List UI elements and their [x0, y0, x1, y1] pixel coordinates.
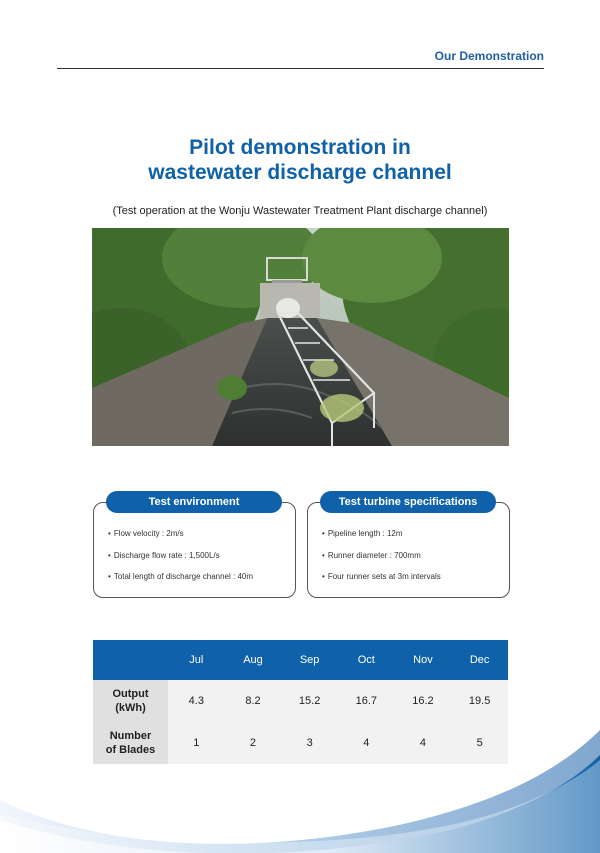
list-item: • Total length of discharge channel : 40m [108, 570, 253, 592]
table-cell: 15.2 [281, 680, 338, 722]
row-label-line: Output [112, 688, 149, 700]
table-cell: 16.2 [395, 680, 452, 722]
page-title [0, 135, 600, 185]
table-cell: 19.5 [451, 680, 508, 722]
table-cell: 4 [395, 722, 452, 764]
month-header: Sep [281, 640, 338, 680]
row-label-line: of Blades [105, 744, 156, 756]
table-cell: 16.7 [338, 680, 395, 722]
title-line-2: wastewater discharge channel [148, 161, 452, 184]
turbine-specs-box [307, 502, 510, 598]
month-header: Dec [451, 640, 508, 680]
list-item: • Discharge flow rate : 1,500L/s [108, 549, 253, 571]
list-item: • Four runner sets at 3m intervals [322, 570, 441, 592]
page-subtitle: (Test operation at the Wonju Wastewater Treatment Plant discharge channel) [112, 205, 488, 217]
list-item: • Runner diameter : 700mm [322, 549, 441, 571]
section-label: Our Demonstration [434, 49, 544, 63]
discharge-channel-photo [92, 228, 509, 446]
list-item: • Flow velocity : 2m/s [108, 527, 253, 549]
test-environment-list [108, 527, 253, 592]
list-item: • Pipeline length : 12m [322, 527, 441, 549]
table-cell: 4 [338, 722, 395, 764]
month-header: Oct [338, 640, 395, 680]
table-cell: 3 [281, 722, 338, 764]
month-header: Nov [395, 640, 452, 680]
title-line-1: Pilot demonstration in [189, 136, 411, 159]
month-header: Aug [225, 640, 282, 680]
row-label-line: Number [109, 730, 152, 742]
row-label-line: (kWh) [115, 702, 146, 714]
turbine-specs-heading: Test turbine specifications [320, 491, 496, 513]
table-cell: 4.3 [168, 680, 225, 722]
table-cell: 8.2 [225, 680, 282, 722]
table-corner-cell [93, 640, 168, 680]
decorative-wave [0, 700, 600, 853]
table-cell: 1 [168, 722, 225, 764]
test-environment-heading: Test environment [106, 491, 282, 513]
table-header-row [93, 640, 508, 680]
table-cell: 2 [225, 722, 282, 764]
test-environment-box [93, 502, 296, 598]
month-header: Jul [168, 640, 225, 680]
turbine-specs-list [322, 527, 441, 592]
header-divider [57, 68, 544, 69]
table-cell: 5 [451, 722, 508, 764]
